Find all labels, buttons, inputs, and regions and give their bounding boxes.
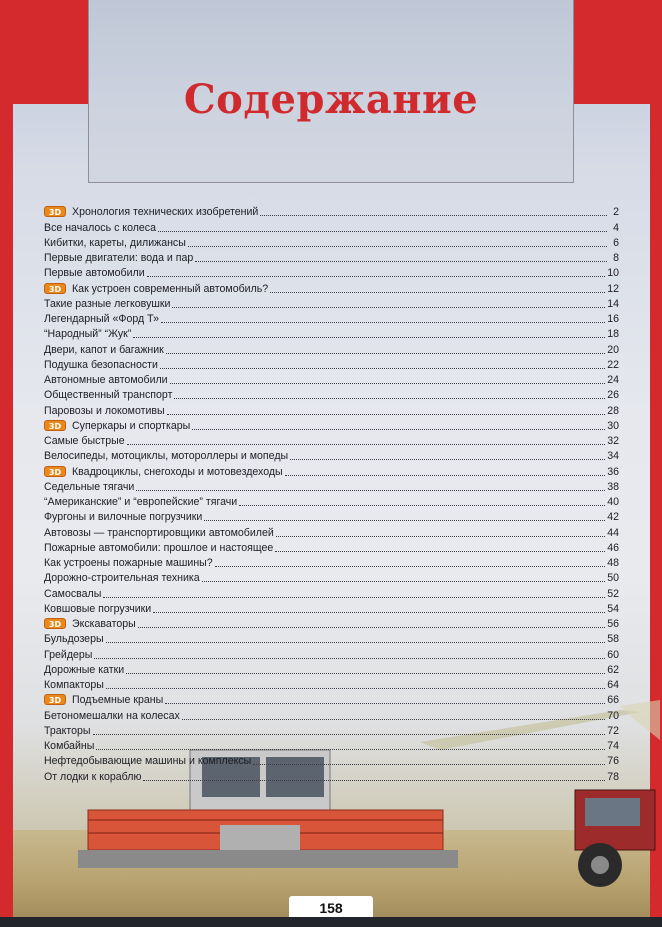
toc-entry-page: 72 bbox=[607, 724, 619, 737]
toc-entry[interactable] bbox=[44, 279, 619, 294]
toc-entry-page: 20 bbox=[607, 343, 619, 356]
toc-entry[interactable] bbox=[44, 310, 619, 325]
toc-entry-page: 18 bbox=[607, 328, 619, 341]
dot-leader bbox=[174, 398, 605, 399]
toc-entry[interactable] bbox=[44, 417, 619, 432]
toc-entry[interactable] bbox=[44, 340, 619, 355]
page-title: Содержание bbox=[183, 76, 479, 123]
3d-badge-icon: 3D bbox=[44, 694, 66, 705]
dot-leader bbox=[147, 276, 606, 277]
toc-entry[interactable] bbox=[44, 356, 619, 371]
toc-entry[interactable] bbox=[44, 478, 619, 493]
toc-entry-title: Грейдеры bbox=[44, 648, 93, 661]
toc-entry-title: Комбайны bbox=[44, 740, 95, 752]
toc-entry-page: 44 bbox=[607, 526, 619, 539]
toc-entry-title: Дорожно-строительная техника bbox=[44, 572, 200, 585]
dot-leader bbox=[290, 459, 605, 460]
toc-entry-title: Первые двигатели: вода и пар bbox=[44, 252, 194, 264]
toc-entry-title: Самосвалы bbox=[44, 587, 102, 600]
3d-badge-icon: 3D bbox=[44, 283, 66, 294]
toc-entry-title: Такие разные легковушки bbox=[44, 297, 171, 310]
toc-entry-title: “Американские” и “европейские” тягачи bbox=[44, 496, 238, 508]
toc-entry-title: Квадроциклы, снегоходы и мотовездеходы bbox=[72, 465, 283, 478]
dot-leader bbox=[106, 688, 605, 689]
toc-entry-page: 78 bbox=[607, 770, 619, 783]
toc-entry-title: Седельные тягачи bbox=[44, 480, 135, 493]
3d-badge-icon: 3D bbox=[44, 420, 66, 431]
toc-entry[interactable] bbox=[44, 249, 619, 264]
toc-entry-title: “Народный” “Жук” bbox=[44, 328, 132, 341]
toc-entry-title: Паровозы и локомотивы bbox=[44, 404, 165, 417]
toc-entry[interactable] bbox=[44, 218, 619, 233]
table-of-contents bbox=[44, 203, 619, 783]
toc-entry[interactable] bbox=[44, 432, 619, 447]
toc-entry[interactable] bbox=[44, 295, 619, 310]
toc-entry[interactable] bbox=[44, 401, 619, 416]
toc-entry-title: Компакторы bbox=[44, 679, 104, 691]
toc-entry-title: Самые быстрые bbox=[44, 435, 125, 447]
toc-entry-page: 50 bbox=[607, 572, 619, 585]
dot-leader bbox=[170, 383, 606, 384]
dot-leader bbox=[275, 551, 605, 552]
toc-entry-title: Двери, капот и багажник bbox=[44, 343, 164, 356]
toc-entry-title: Пожарные автомобили: прошлое и настоящее bbox=[44, 541, 274, 554]
toc-entry-page: 62 bbox=[607, 663, 619, 676]
toc-entry-page: 42 bbox=[607, 511, 619, 524]
toc-entry[interactable] bbox=[44, 325, 619, 340]
toc-entry-title: Подушка безопасности bbox=[44, 358, 158, 371]
dot-leader bbox=[136, 490, 605, 491]
toc-entry[interactable] bbox=[44, 691, 619, 706]
3d-badge-icon: 3D bbox=[44, 206, 66, 217]
toc-entry-title: Бульдозеры bbox=[44, 633, 104, 646]
toc-entry-title: Тракторы bbox=[44, 724, 91, 737]
dot-leader bbox=[204, 520, 605, 521]
title-panel bbox=[88, 0, 574, 183]
dot-leader bbox=[133, 337, 605, 338]
toc-entry-title: Как устроены пожарные машины? bbox=[44, 557, 213, 569]
toc-entry-page: 16 bbox=[607, 313, 619, 325]
toc-entry-page: 4 bbox=[613, 221, 619, 234]
toc-entry[interactable] bbox=[44, 645, 619, 660]
dot-leader bbox=[96, 749, 605, 750]
toc-entry-page: 48 bbox=[607, 557, 619, 569]
toc-entry-page: 74 bbox=[607, 740, 619, 752]
toc-entry-page: 28 bbox=[607, 404, 619, 417]
dot-leader bbox=[202, 581, 606, 582]
toc-entry-page: 66 bbox=[607, 694, 619, 707]
toc-entry[interactable] bbox=[44, 203, 619, 218]
toc-entry-page: 70 bbox=[607, 709, 619, 722]
toc-entry-page: 30 bbox=[607, 419, 619, 432]
dot-leader bbox=[93, 734, 606, 735]
toc-entry[interactable] bbox=[44, 706, 619, 721]
dot-leader bbox=[160, 368, 605, 369]
toc-entry-page: 56 bbox=[607, 618, 619, 630]
toc-entry-title: Велосипеды, мотоциклы, мотороллеры и мопеды bbox=[44, 450, 289, 463]
toc-entry[interactable] bbox=[44, 234, 619, 249]
dot-leader bbox=[276, 536, 605, 537]
toc-entry[interactable] bbox=[44, 722, 619, 737]
page-number: 158 bbox=[289, 896, 373, 920]
toc-entry-page: 54 bbox=[607, 602, 619, 615]
toc-entry[interactable] bbox=[44, 523, 619, 538]
toc-entry-title: Ковшовые погрузчики bbox=[44, 602, 152, 615]
toc-entry-page: 14 bbox=[607, 297, 619, 310]
toc-entry-title: Фургоны и вилочные погрузчики bbox=[44, 511, 203, 524]
toc-entry[interactable] bbox=[44, 615, 619, 630]
toc-entry-page: 8 bbox=[613, 252, 619, 264]
toc-entry-page: 60 bbox=[607, 648, 619, 661]
dot-leader bbox=[195, 261, 607, 262]
dot-leader bbox=[270, 292, 605, 293]
dot-leader bbox=[126, 673, 605, 674]
toc-entry[interactable] bbox=[44, 554, 619, 569]
dot-leader bbox=[165, 703, 605, 704]
toc-entry-page: 24 bbox=[607, 374, 619, 386]
toc-entry-title: От лодки к кораблю bbox=[44, 770, 142, 783]
toc-entry-title: Экскаваторы bbox=[72, 618, 136, 630]
dot-leader bbox=[192, 429, 605, 430]
toc-entry-title: Как устроен современный автомобиль? bbox=[72, 282, 269, 295]
toc-entry-page: 38 bbox=[607, 480, 619, 493]
toc-entry[interactable] bbox=[44, 386, 619, 401]
toc-entry-title: Общественный транспорт bbox=[44, 389, 173, 402]
toc-entry-page: 58 bbox=[607, 633, 619, 646]
toc-entry[interactable] bbox=[44, 493, 619, 508]
toc-entry[interactable] bbox=[44, 661, 619, 676]
toc-entry[interactable] bbox=[44, 447, 619, 462]
dot-leader bbox=[285, 475, 606, 476]
toc-entry[interactable] bbox=[44, 676, 619, 691]
dot-leader bbox=[161, 322, 605, 323]
toc-entry-page: 34 bbox=[607, 450, 619, 463]
toc-entry-title: Легендарный «Форд Т» bbox=[44, 313, 160, 325]
toc-entry-page: 52 bbox=[607, 587, 619, 600]
toc-entry-page: 12 bbox=[607, 282, 619, 295]
dot-leader bbox=[215, 566, 606, 567]
dot-leader bbox=[166, 353, 605, 354]
dot-leader bbox=[106, 642, 606, 643]
dot-leader bbox=[253, 764, 605, 765]
dot-leader bbox=[260, 215, 607, 216]
page-bottom-edge bbox=[0, 917, 662, 927]
toc-entry[interactable] bbox=[44, 508, 619, 523]
toc-entry[interactable] bbox=[44, 539, 619, 554]
toc-entry-title: Автономные автомобили bbox=[44, 374, 168, 386]
toc-entry-title: Хронология технических изобретений bbox=[72, 206, 259, 219]
dot-leader bbox=[138, 627, 605, 628]
toc-entry-title: Суперкары и спорткары bbox=[72, 419, 191, 432]
3d-badge-icon: 3D bbox=[44, 618, 66, 629]
toc-entry-page: 26 bbox=[607, 389, 619, 402]
dot-leader bbox=[188, 246, 607, 247]
toc-entry-page: 36 bbox=[607, 465, 619, 478]
dot-leader bbox=[182, 719, 605, 720]
toc-entry[interactable] bbox=[44, 737, 619, 752]
toc-entry-page: 6 bbox=[613, 236, 619, 249]
dot-leader bbox=[167, 414, 606, 415]
toc-entry-title: Нефтедобывающие машины и комплексы bbox=[44, 755, 252, 768]
toc-entry-title: Автовозы — транспортировщики автомобилей bbox=[44, 526, 274, 539]
3d-badge-icon: 3D bbox=[44, 466, 66, 477]
toc-entry-page: 64 bbox=[607, 679, 619, 691]
toc-entry-title: Все началось с колеса bbox=[44, 221, 156, 234]
toc-entry-page: 2 bbox=[613, 206, 619, 219]
toc-entry-page: 32 bbox=[607, 435, 619, 447]
toc-entry[interactable] bbox=[44, 371, 619, 386]
dot-leader bbox=[103, 597, 605, 598]
dot-leader bbox=[239, 505, 605, 506]
toc-entry[interactable] bbox=[44, 630, 619, 645]
toc-entry-title: Подъемные краны bbox=[72, 694, 164, 707]
toc-entry-title: Дорожные катки bbox=[44, 663, 125, 676]
toc-entry-page: 46 bbox=[607, 541, 619, 554]
dot-leader bbox=[172, 307, 605, 308]
toc-entry-title: Первые автомобили bbox=[44, 267, 145, 280]
dot-leader bbox=[158, 231, 607, 232]
dot-leader bbox=[153, 612, 605, 613]
dot-leader bbox=[143, 780, 605, 781]
toc-entry-page: 76 bbox=[607, 755, 619, 768]
toc-entry-title: Бетономешалки на колесах bbox=[44, 709, 180, 722]
toc-entry[interactable] bbox=[44, 264, 619, 279]
toc-entry-page: 22 bbox=[607, 358, 619, 371]
toc-entry-page: 10 bbox=[607, 267, 619, 280]
toc-entry-title: Кибитки, кареты, дилижансы bbox=[44, 236, 186, 249]
toc-entry[interactable] bbox=[44, 569, 619, 584]
toc-entry[interactable] bbox=[44, 584, 619, 599]
dot-leader bbox=[127, 444, 606, 445]
red-left-border bbox=[0, 0, 13, 927]
toc-entry-page: 40 bbox=[607, 496, 619, 508]
toc-entry[interactable] bbox=[44, 767, 619, 782]
toc-entry[interactable] bbox=[44, 600, 619, 615]
toc-entry[interactable] bbox=[44, 752, 619, 767]
toc-entry[interactable] bbox=[44, 462, 619, 477]
dot-leader bbox=[94, 658, 605, 659]
